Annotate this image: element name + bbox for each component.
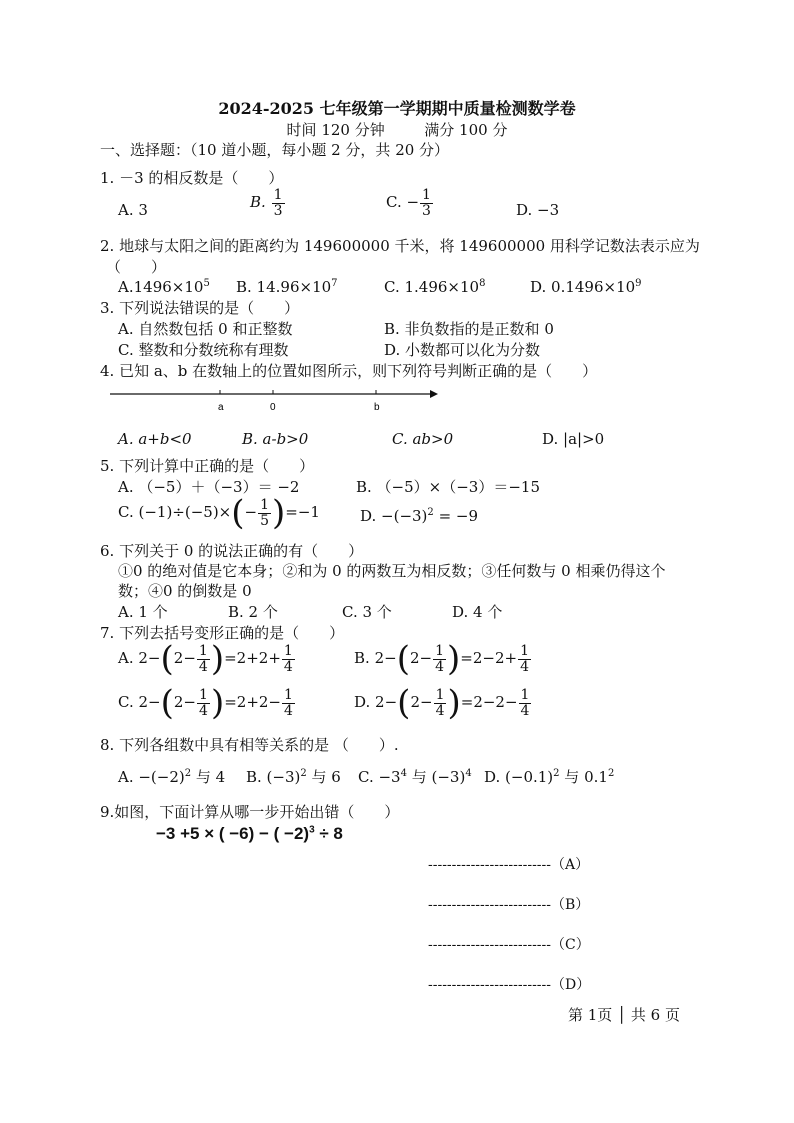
q9-step-d: --------------------------（D） [428,977,591,993]
q9-step-c: --------------------------（C） [428,937,590,953]
q4-stem: 4. 已知 a、b 在数轴上的位置如图所示，则下列符号判断正确的是（ ） [100,362,598,380]
q8-option-d: D. $(-0.1)^2$ 与 $0.1^2$ [484,768,615,786]
q7-option-b: B. 2−(2− $\frac{1}{4}$ )=2−2+ $\frac{1}{4}$ [354,639,529,679]
q7-stem: 7. 下列去括号变形正确的是（ ） [100,624,345,642]
q3-option-b: B. 非负数指的是正数和 0 [384,320,554,338]
q2-option-b: B. $14.96\times 10^7$ [236,278,338,296]
q3-option-d: D. 小数都可以化为分数 [384,341,541,359]
q7-option-d: D. 2−(2− $\frac{1}{4}$ )=2−2− $\frac{1}{4}$ [354,683,530,723]
q4-option-a: A. a+b<0 [118,430,192,448]
q2-option-c: C. $1.496\times 10^8$ [384,278,486,296]
exam-title: 2024-2025 七年级第一学期期中质量检测数学卷 [218,99,576,118]
q6-statements-line2: 数；④0 的倒数是 0 [118,582,252,600]
q2-option-a: $A.1496\times 10^5$ [118,278,210,296]
q7-option-c: C. 2−(2− $\frac{1}{4}$ )=2+2− $\frac{1}{4}$ [118,683,293,723]
exam-subtitle [0,119,794,140]
q8-stem: 8. 下列各组数中具有相等关系的是 （ ）. [100,736,399,754]
q2-stem: 2. 地球与太阳之间的距离约为 149600000 千米，将 149600000 用科学记数法表示应为 [100,237,700,255]
q1-option-d: D. −3 [516,201,560,219]
q3-option-c: C. 整数和分数统称有理数 [118,341,289,359]
q1-stem: 1. －3 的相反数是（ ） [100,169,284,187]
q6-option-a: A. 1 个 [118,603,168,621]
axis-label-a: a [218,402,224,413]
q6-statements-line1: ①0 的绝对值是它本身；②和为 0 的两数互为相反数；③任何数与 0 相乘仍得这个 [118,562,666,580]
exam-full-score: 满分 100 分 [424,121,508,139]
q9-expression: −3 +5 × ( −6) − ( −2)$^3$ ÷ 8 [156,824,343,843]
q1-option-c: C. − $\frac{1}{3}$ [386,187,431,219]
axis-label-b: b [374,402,380,413]
q4-option-d: D. |a|>0 [542,430,605,448]
q6-option-d: D. 4 个 [452,603,503,621]
q3-stem: 3. 下列说法错误的是（ ） [100,299,300,317]
q1-option-a: A. 3 [118,201,148,219]
q5-option-d: D. $-(-3)^2 = -9$ [360,507,479,525]
q5-option-a: A. （−5）＋（−3）＝ −2 [118,478,300,496]
q5-stem: 5. 下列计算中正确的是（ ） [100,457,315,475]
q2-option-d: D. $0.1496\times 10^9$ [530,278,642,296]
q5-option-b: B. （−5）×（−3）＝−15 [356,478,541,496]
q2-paren: （ ） [106,258,167,276]
q8-option-a: A. $-(-2)^2$ 与 4 [118,768,226,786]
q8-option-b: B. $(-3)^2$ 与 6 [246,768,341,786]
section-heading: 一、选择题：（10 道小题，每小题 2 分，共 20 分） [100,141,450,159]
q3-option-a: A. 自然数包括 0 和正整数 [118,320,293,338]
q1-option-b: B. $\frac{1}{3}$ [250,187,283,219]
q7-option-a: A. 2−(2− $\frac{1}{4}$ )=2+2+ $\frac{1}{4}$ [118,639,293,679]
q4-option-c: C. ab>0 [392,430,454,448]
q4-option-b: B. a-b>0 [242,430,309,448]
exam-time: 时间 120 分钟 [286,121,385,139]
q8-option-c: C. $-3^4$ 与 $(-3)^4$ [358,768,472,786]
q5-option-c: C. (−1)÷(−5)×(− $\frac{1}{5}$ )=−1 [118,493,320,533]
number-line-figure [108,384,440,414]
q6-option-c: C. 3 个 [342,603,392,621]
axis-label-0: 0 [270,402,276,413]
q9-step-a: --------------------------（A） [428,857,590,873]
number-line-arrow-icon [430,390,438,398]
q6-option-b: B. 2 个 [228,603,278,621]
q9-step-b: --------------------------（B） [428,897,590,913]
q6-stem: 6. 下列关于 0 的说法正确的有（ ） [100,542,364,560]
page-footer: 第 1页 │ 共 6 页 [568,1006,680,1024]
q9-stem: 9.如图，下面计算从哪一步开始出错（ ） [100,803,400,821]
